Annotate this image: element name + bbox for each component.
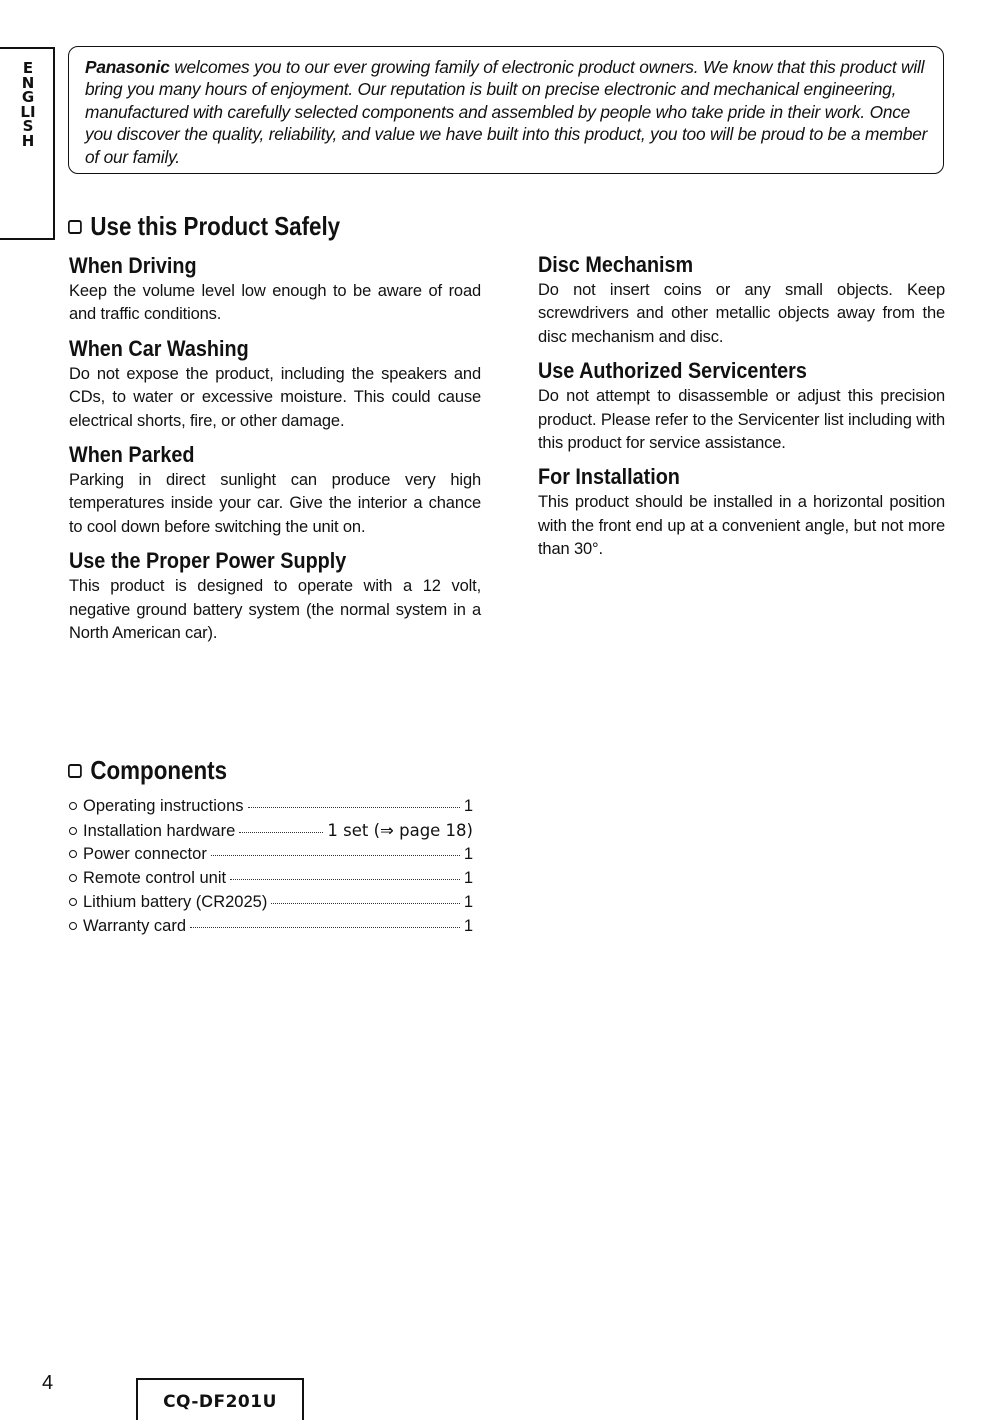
component-quantity: 1 [463, 845, 473, 864]
bullet-icon [69, 827, 77, 835]
component-name: Operating instructions [83, 797, 244, 815]
subsection-body: Do not insert coins or any small objects. Keep screwdrivers and other metallic objects away from the disc mechanism and disc. [538, 281, 945, 346]
subsection-body: Keep the volume level low enough to be aware of road and traffic conditions. [69, 282, 481, 324]
bullet-icon [69, 874, 77, 882]
component-quantity: 1 [463, 797, 473, 815]
subsection-heading: When Driving [69, 253, 197, 278]
intro-box [68, 46, 944, 174]
bullet-icon [69, 850, 77, 858]
components-title-text: Components [90, 755, 228, 785]
bullet-icon [69, 802, 77, 810]
components-section-title [68, 755, 227, 786]
dot-leader [190, 926, 460, 928]
subsection-heading: Use Authorized Servicenters [538, 358, 807, 384]
bullet-icon [69, 922, 77, 930]
safety-left-column [69, 252, 481, 653]
list-item [69, 843, 473, 867]
model-box [136, 1378, 304, 1420]
component-name: Warranty card [83, 916, 186, 935]
list-item [69, 891, 473, 915]
list-item [69, 819, 473, 844]
subsection-heading: Use the Proper Power Supply [69, 548, 347, 574]
component-name: Lithium battery (CR2025) [83, 892, 268, 911]
components-list [69, 795, 473, 938]
dot-leader [248, 806, 460, 808]
bullet-icon [69, 898, 77, 906]
dot-leader [211, 854, 460, 856]
subsection-heading: Disc Mechanism [538, 252, 694, 277]
subsection-body: Do not attempt to disassemble or adjust this precision product. Please refer to the Servicenter list including with this product for service assistance. [538, 387, 945, 453]
list-item [69, 915, 473, 939]
subsection-heading: When Car Washing [69, 335, 249, 361]
list-item [69, 795, 473, 819]
component-quantity: 1 [463, 869, 473, 888]
brand-name: Panasonic [85, 57, 170, 77]
component-quantity: 1 [463, 916, 473, 935]
checkbox-square-icon [68, 764, 82, 778]
checkbox-square-icon [68, 220, 82, 234]
dot-leader [271, 902, 459, 904]
dot-leader [239, 831, 323, 833]
safety-title-text: Use this Product Safely [90, 211, 341, 241]
subsection-body: Do not expose the product, including the speakers and CDs, to water or excessive moisture. This could cause electrical shorts, fire, or other damage. [69, 364, 481, 430]
component-quantity: 1 set (⇒ page 18) [327, 820, 473, 840]
component-quantity: 1 [463, 892, 473, 911]
component-name: Power connector [83, 845, 207, 864]
dot-leader [230, 878, 460, 880]
model-code: CQ-DF201U [163, 1392, 277, 1412]
page-number: 4 [42, 1372, 54, 1394]
component-name: Remote control unit [83, 869, 227, 888]
language-label: ENGLISH [20, 59, 36, 150]
subsection-heading: When Parked [69, 442, 195, 468]
safety-section-title [68, 211, 340, 242]
safety-right-column [538, 251, 945, 570]
subsection-heading: For Installation [538, 464, 680, 490]
subsection-body: This product is designed to operate with a 12 volt, negative ground battery system (the normal system in a North American car). [69, 577, 481, 643]
subsection-body: This product should be installed in a horizontal position with the front end up at a convenient angle, but not more than 30°. [538, 493, 945, 559]
intro-text: welcomes you to our ever growing family of electronic product owners. We know that this product will bring you many hours of enjoyment. Our reputation is built on precise electronic and mechanical engineering, manufactured with carefully selected components and assembled by people who take pride in their work. Once you discover the quality, reliability, and value we have built into this product, you too will be proud to be a member of our family. [85, 57, 928, 167]
component-name: Installation hardware [83, 821, 236, 840]
subsection-body: Parking in direct sunlight can produce very high temperatures inside your car. Give the interior a chance to cool down before switching the unit on. [69, 471, 481, 536]
list-item [69, 867, 473, 891]
language-side-tab [0, 47, 55, 240]
intro-paragraph [85, 56, 929, 168]
